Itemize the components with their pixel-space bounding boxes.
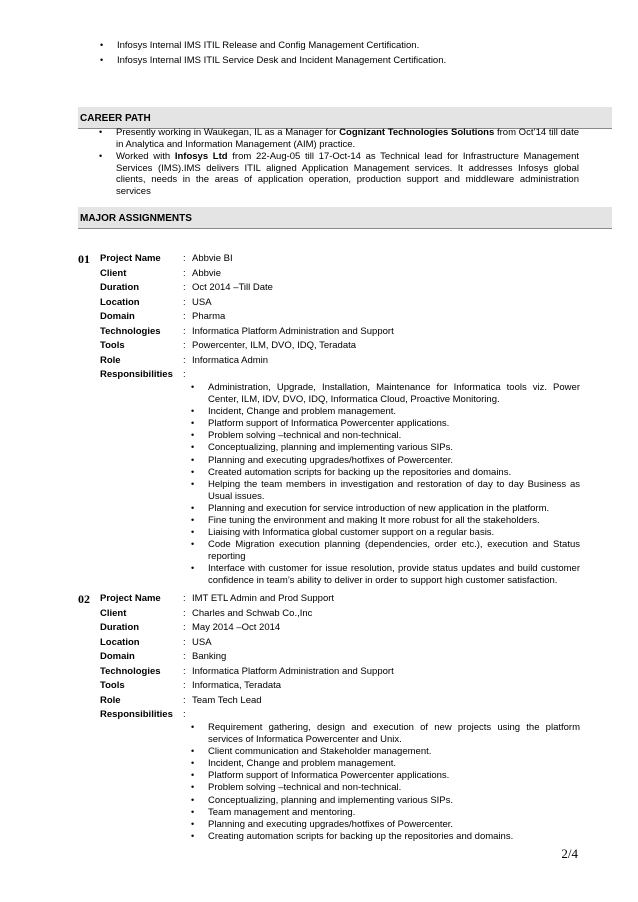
field-value: IMT ETL Admin and Prod Support: [192, 593, 335, 604]
field-colon: :: [183, 340, 186, 351]
field-label: Client: [100, 267, 127, 279]
field-value: Informatica Platform Administration and Support: [192, 665, 394, 677]
certification-item: • Infosys Internal IMS ITIL Service Desk and Incident Management Certification.: [117, 55, 587, 67]
field-label: Tools: [100, 340, 125, 351]
field-value: Informatica Platform Administration and Support: [192, 325, 394, 337]
responsibility-item: • Client communication and Stakeholder management.: [208, 746, 580, 758]
responsibility-item: • Incident, Change and problem management.: [208, 758, 580, 770]
field-value: Powercenter, ILM, DVO, IDQ, Teradata: [192, 340, 357, 351]
field-value: Abbvie: [192, 267, 222, 279]
field-label: Technologies: [100, 325, 161, 337]
field-colon: :: [183, 267, 186, 279]
field-colon: :: [183, 665, 186, 677]
field-label: Location: [100, 636, 140, 648]
field-colon: :: [183, 253, 186, 264]
field-label: Role: [100, 354, 121, 366]
responsibility-item: • Problem solving –technical and non-technical.: [208, 782, 580, 794]
field-colon: :: [183, 593, 186, 604]
career-item: [116, 127, 579, 150]
responsibility-item: • Creating automation scripts for backing up the repositories and domains.: [208, 831, 580, 843]
major-assignments-heading-text: MAJOR ASSIGNMENTS: [80, 213, 192, 224]
field-label: Domain: [100, 651, 135, 662]
field-value: Team Tech Lead: [192, 694, 262, 706]
certification-item: • Infosys Internal IMS ITIL Release and Config Management Certification.: [117, 40, 587, 52]
career-path-list: [116, 127, 579, 199]
field-label: Technologies: [100, 665, 161, 677]
responsibility-item: • Liaising with Informatica global customer support on a regular basis.: [208, 527, 580, 539]
responsibility-item: • Planning and execution for service introduction of new application in the platform.: [208, 503, 580, 515]
responsibility-item: • Planning and executing upgrades/hotfixes of Powercenter.: [208, 819, 580, 831]
career-text: from Oct’14 till date in Analytica and Information Management (AIM) practice.: [116, 127, 579, 150]
field-colon: :: [183, 622, 186, 633]
responsibility-item: • Platform support of Informatica Powercenter applications.: [208, 418, 580, 430]
career-path-heading-text: CAREER PATH: [80, 113, 151, 124]
career-item: [116, 151, 579, 197]
field-colon: :: [183, 709, 186, 720]
field-label: Tools: [100, 680, 125, 691]
field-label: Location: [100, 296, 140, 308]
field-label: Duration: [100, 622, 140, 633]
field-value: Informatica, Teradata: [192, 680, 282, 691]
responsibility-item: • Created automation scripts for backing up the repositories and domains.: [208, 467, 580, 479]
responsibility-item: • Problem solving –technical and non-technical.: [208, 430, 580, 442]
career-employer: Cognizant Technologies Solutions: [339, 127, 495, 138]
responsibilities-list: [208, 722, 580, 843]
responsibility-item: • Team management and mentoring.: [208, 807, 580, 819]
responsibility-item: • Fine tuning the environment and making It more robust for all the stakeholders.: [208, 515, 580, 527]
field-colon: :: [183, 694, 186, 706]
career-path-heading: [78, 107, 612, 129]
field-colon: :: [183, 354, 186, 366]
field-value: May 2014 –Oct 2014: [192, 622, 281, 633]
responsibility-item: • Conceptualizing, planning and implementing various SIPs.: [208, 442, 580, 454]
responsibility-item: • Helping the team members in investigation and restoration of day to day Business as Usual issues.: [208, 479, 580, 502]
field-label: Project Name: [100, 253, 161, 264]
career-text: Presently working in Waukegan, IL as a Manager for: [116, 127, 340, 138]
project-number: 02: [78, 592, 90, 606]
field-label: Project Name: [100, 593, 161, 604]
field-value: USA: [192, 296, 212, 308]
major-assignments-heading: [78, 207, 612, 229]
responsibility-item: • Platform support of Informatica Powercenter applications.: [208, 770, 580, 782]
field-colon: :: [183, 369, 186, 380]
responsibility-item: • Interface with customer for issue resolution, provide status updates and build customer confidence in team’s ability to deliver in order to support high customer satisfaction.: [208, 563, 580, 586]
responsibility-item: • Planning and executing upgrades/hotfixes of Powercenter.: [208, 455, 580, 467]
field-label: Responsibilities: [100, 369, 173, 380]
field-value: USA: [192, 636, 212, 648]
responsibility-item: • Conceptualizing, planning and implementing various SIPs.: [208, 795, 580, 807]
certifications-list: [117, 40, 587, 69]
field-value: Charles and Schwab Co.,Inc: [192, 607, 313, 619]
field-label: Responsibilities: [100, 709, 173, 720]
project-number: 01: [78, 252, 90, 266]
field-label: Domain: [100, 311, 135, 322]
field-label: Role: [100, 694, 121, 706]
field-value: Oct 2014 –Till Date: [192, 282, 273, 293]
responsibility-item: • Code Migration execution planning (dependencies, order etc.), execution and Status reporting: [208, 539, 580, 562]
career-text: from 22-Aug-05 till 17-Oct-14 as Technical lead for Infrastructure Management Services (IMS).IMS delivers ITIL aligned Application Management services. It addresses Infosys global clients, needs in the areas of application operation, production support and middleware administration services: [116, 151, 580, 197]
field-value: Abbvie BI: [192, 253, 233, 264]
field-colon: :: [183, 607, 186, 619]
field-colon: :: [183, 296, 186, 308]
field-value: Pharma: [192, 311, 226, 322]
field-label: Client: [100, 607, 127, 619]
responsibility-item: • Requirement gathering, design and execution of new projects using the platform services of Informatica Powercenter and Unix.: [208, 722, 580, 745]
field-colon: :: [183, 282, 186, 293]
career-employer: Infosys Ltd: [174, 151, 228, 163]
responsibilities-list: [208, 382, 580, 587]
field-label: Duration: [100, 282, 140, 293]
field-value: Informatica Admin: [192, 354, 269, 366]
responsibility-item: • Administration, Upgrade, Installation, Maintenance for Informatica tools viz. Power Center, ILM, IDV, DVO, IDQ, Informatica Cloud, Proactive Monitoring.: [208, 382, 580, 405]
field-colon: :: [183, 636, 186, 648]
field-value: Banking: [192, 651, 227, 662]
field-colon: :: [183, 311, 186, 322]
career-text: Worked with: [116, 151, 175, 163]
field-colon: :: [183, 325, 186, 337]
page-number: 2/4: [561, 846, 578, 861]
responsibility-item: • Incident, Change and problem management.: [208, 406, 580, 418]
field-colon: :: [183, 680, 186, 691]
field-colon: :: [183, 651, 186, 662]
